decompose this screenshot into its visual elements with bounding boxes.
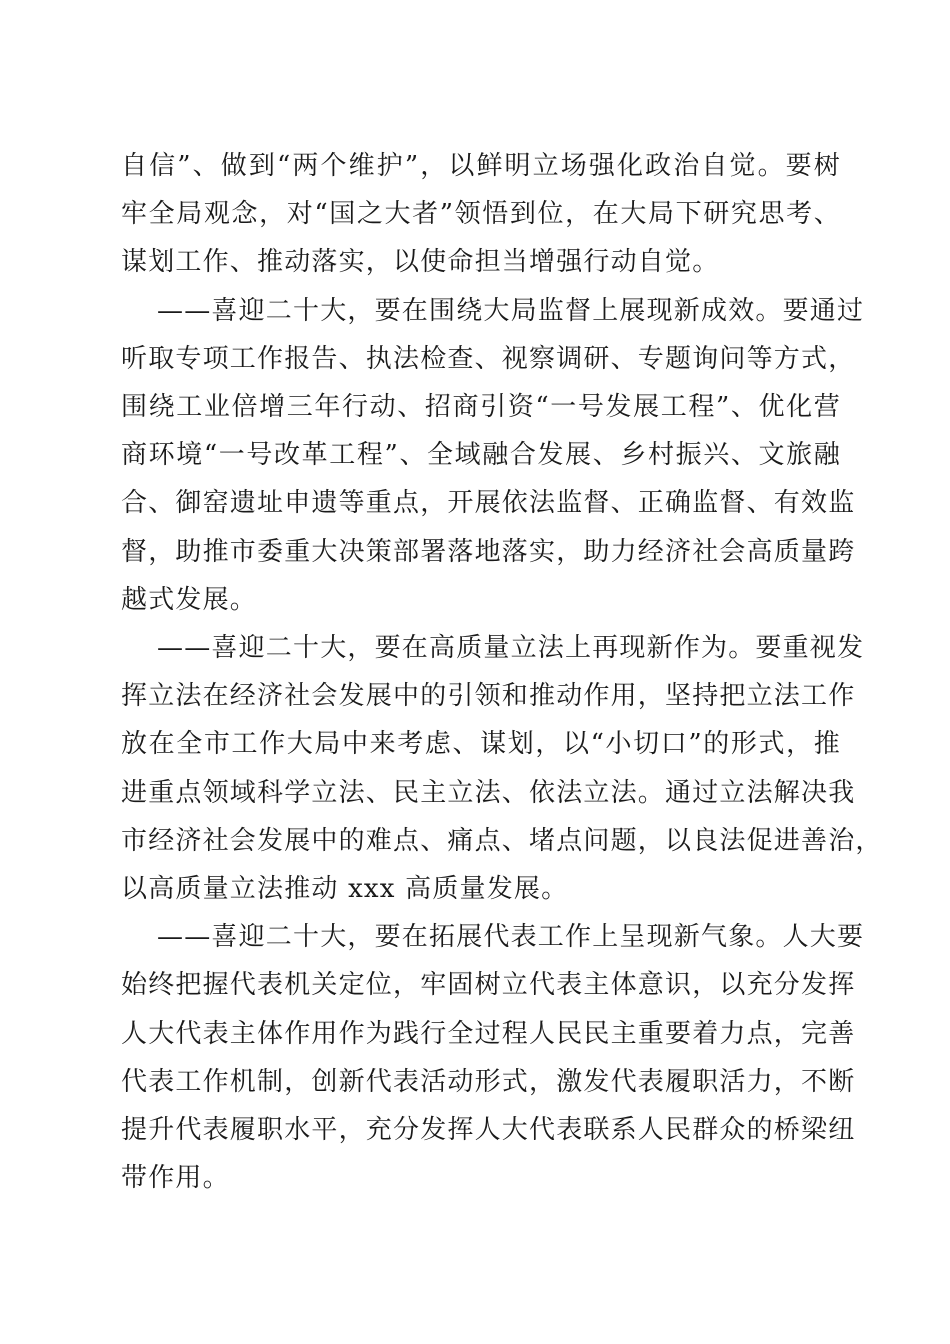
paragraph-3	[121, 624, 883, 913]
text-line: 带作用。	[121, 1163, 230, 1194]
text-line: 谋划工作、推动落实，以使命担当增强行动自觉。	[121, 247, 720, 278]
text-line: ——喜迎二十大，要在高质量立法上再现新作为。要重视发	[157, 633, 865, 664]
text-line: 提升代表履职水平，充分发挥人大代表联系人民群众的桥梁纽	[121, 1115, 856, 1146]
text-line: ——喜迎二十大，要在拓展代表工作上呈现新气象。人大要	[157, 922, 865, 953]
text-line: 人大代表主体作用作为践行全过程人民民主重要着力点，完善	[121, 1018, 856, 1049]
text-line: 商环境“一号改革工程”、全域融合发展、乡村振兴、文旅融	[121, 440, 841, 471]
text-line: 督，助推市委重大决策部署落地落实，助力经济社会高质量跨	[121, 536, 856, 567]
text-line: 自信”、做到“两个维护”，以鲜明立场强化政治自觉。要树	[121, 151, 841, 181]
text-line: 牢全局观念，对“国之大者”领悟到位，在大局下研究思考、	[121, 199, 841, 230]
text-line: 围绕工业倍增三年行动、招商引资“一号发展工程”、优化营	[121, 392, 841, 423]
text-line: 始终把握代表机关定位，牢固树立代表主体意识，以充分发挥	[121, 970, 856, 1001]
paragraph-1	[121, 142, 841, 287]
text-line: 越式发展。	[121, 584, 258, 615]
document-body	[121, 142, 883, 1202]
paragraph-2	[121, 287, 865, 624]
text-line: 听取专项工作报告、执法检查、视察调研、专题询问等方式，	[121, 343, 856, 374]
text-line: 代表工作机制，创新代表活动形式，激发代表履职活力，不断	[121, 1066, 856, 1097]
text-line: 以高质量立法推动 xxx 高质量发展。	[121, 874, 569, 905]
paragraph-4	[121, 913, 865, 1202]
text-line: ——喜迎二十大，要在围绕大局监督上展现新成效。要通过	[157, 295, 865, 326]
text-line: 挥立法在经济社会发展中的引领和推动作用，坚持把立法工作	[121, 681, 856, 712]
text-line: 放在全市工作大局中来考虑、谋划，以“小切口”的形式，推	[121, 729, 841, 760]
text-line: 进重点领域科学立法、民主立法、依法立法。通过立法解决我	[121, 777, 856, 808]
text-line: 合、御窑遗址申遗等重点，开展依法监督、正确监督、有效监	[121, 488, 856, 519]
text-line: 市经济社会发展中的难点、痛点、堵点问题，以良法促进善治，	[121, 825, 883, 856]
